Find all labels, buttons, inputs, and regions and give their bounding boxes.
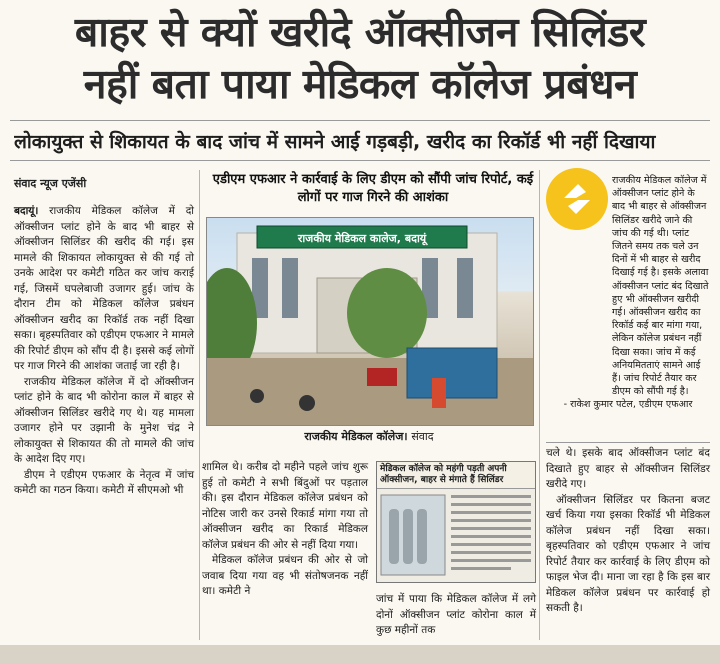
headline-line-1: बाहर से क्यों खरीदे ऑक्सीजन सिलिंडर — [74, 8, 646, 56]
article-paragraph: जांच में पाया कि मेडिकल कॉलेज में लगे दोनों ऑक्सीजन प्लांट कोरोना काल में कुछ महीनों तक — [376, 593, 536, 636]
photo-headline: एडीएम एफआर ने कार्रवाई के लिए डीएम को सौंपी जांच रिपोर्ट, कई लोगों पर गाज गिरने की आशंका — [212, 172, 534, 205]
clipping-image — [377, 489, 535, 581]
divider — [10, 160, 710, 161]
photo-caption: राजकीय मेडिकल कॉलेज। संवाद — [304, 430, 434, 443]
quote-box — [546, 174, 710, 412]
article-paragraph: ऑक्सीजन सिलिंडर पर कितना बजट खर्च किया गया इसका रिकॉर्ड भी मेडिकल कॉलेज प्रबंधन नहीं दिखा सका। बृहस्पतिवार को एडीएम एफआर ने जांच रिपोर्ट तैयार कर कार्रवाई के लिए डीएम को फाइल भेज दी। माना जा रहा है कि इस बार मेडिकल कॉलेज प्रबंधन पर कार्रवाई हो सकती है। — [546, 493, 710, 614]
article-paragraph: राजकीय मेडिकल कॉलेज में दो ऑक्सीजन प्लांट होने के बाद भी कोरोना काल में बाहर से ऑक्सीजन सिलिंडर खरीदे गए थे। यह मामला उजागर होने पर उझानी के मुनेश चंद्र ने लोकायुक्त से शिकायत की तो मामले की जांच के आदेश दिए गए। — [14, 375, 194, 465]
article-column-2 — [202, 460, 368, 600]
article-column-1 — [14, 204, 194, 499]
dateline: बदायूं। — [14, 205, 39, 217]
building-illustration — [207, 218, 533, 425]
article-paragraph: मेडिकल कॉलेज प्रबंधन की ओर से जो जवाब दिया गया वह भी संतोषजनक नहीं था। कमेटी ने — [202, 554, 368, 597]
article-paragraph: चले थे। इसके बाद ऑक्सीजन प्लांट बंद दिखाते हुए बाहर से ऑक्सीजन सिलिंडर खरीदे गए। — [546, 447, 710, 490]
inset-clipping — [376, 461, 536, 583]
page-bottom-strip — [0, 645, 720, 664]
quote-author: - राकेश कुमार पटेल, एडीएम एफआर — [563, 399, 693, 411]
article-paragraph: बदायूं। राजकीय मेडिकल कॉलेज में दो ऑक्सीजन प्लांट होने के बाद भी बाहर से ऑक्सीजन सिलिंडर की खरीद की गई। इस मामले की शिकायत लोकायुक्त से की गई तो उनके आदेश पर कमेटी गठित कर जांच कराई गई, जिसमें घपलेबाजी उजागर हुई। जांच के दौरान टीम को मेडिकल कॉलेज प्रबंधन ऑक्सीजन खरीद का रिकॉर्ड तक नहीं दिखा सका। बृहस्पतिवार को एडीएम एफआर ने मामले की रिपोर्ट डीएम को सौंप दी है। इससे कई लोगों पर गाज गिरने की आशंका जताई जा रही है। — [14, 205, 194, 372]
byline: संवाद न्यूज एजेंसी — [14, 177, 87, 190]
headline-line-2: नहीं बता पाया मेडिकल कॉलेज प्रबंधन — [83, 60, 637, 108]
column-divider — [199, 170, 200, 640]
photo-credit: संवाद — [411, 430, 434, 443]
article-paragraph: डीएम ने एडीएम एफआर के नेतृत्व में जांच कमेटी का गठन किया। कमेटी में सीएमओ भी — [14, 468, 194, 496]
divider — [10, 120, 710, 121]
subheadline: लोकायुक्त से शिकायत के बाद जांच में सामने आई गड़बड़ी, खरीद का रिकॉर्ड भी नहीं दिखाया — [14, 131, 656, 153]
article-paragraph: शामिल थे। करीब दो महीने पहले जांच शुरू हुई तो कमेटी ने सभी बिंदुओं पर पड़ताल की। इस दौरान मेडिकल कॉलेज प्रबंधन को नोटिस जारी कर उनसे रिकार्ड मांगा गया तो ऑक्सीजन खरीद का रिकार्ड मेडिकल कॉलेज प्रबंधन की ओर से नहीं दिया गया। — [202, 461, 368, 551]
quote-text: राजकीय मेडिकल कॉलेज में ऑक्सीजन प्लांट होने के बाद भी बाहर से ऑक्सीजन सिलिंडर खरीदे जाने की जांच की गई थी। प्लांट जितने समय तक चले उन दिनों में भी बाहर से खरीद दिखाई गई है। इसके अलावा ऑक्सीजन प्लांट बंद दिखाते हुए भी ऑक्सीजन खरीदी गई। ऑक्सीजन खरीद का रिकॉर्ड कई बार मांगा गया, लेकिन कॉलेज प्रबंधन नहीं दिखा सका। जांच में कई अनियमितताएं सामने आई हैं। जांच रिपोर्ट तैयार कर डीएम को सौंपी गई है। — [612, 175, 709, 398]
article-column-3 — [376, 592, 536, 639]
college-photo — [206, 217, 534, 426]
headline — [0, 6, 720, 110]
article-column-4 — [546, 446, 710, 617]
clipping-title: मेडिकल कॉलेज को महंगी पड़ती अपनी ऑक्सीजन, बाहर से मंगाते हैं सिलिंडर — [377, 462, 535, 489]
column-divider — [539, 170, 540, 640]
college-sign: राजकीय मेडिकल कालेज, बदायूं — [297, 232, 427, 245]
divider — [546, 442, 710, 443]
